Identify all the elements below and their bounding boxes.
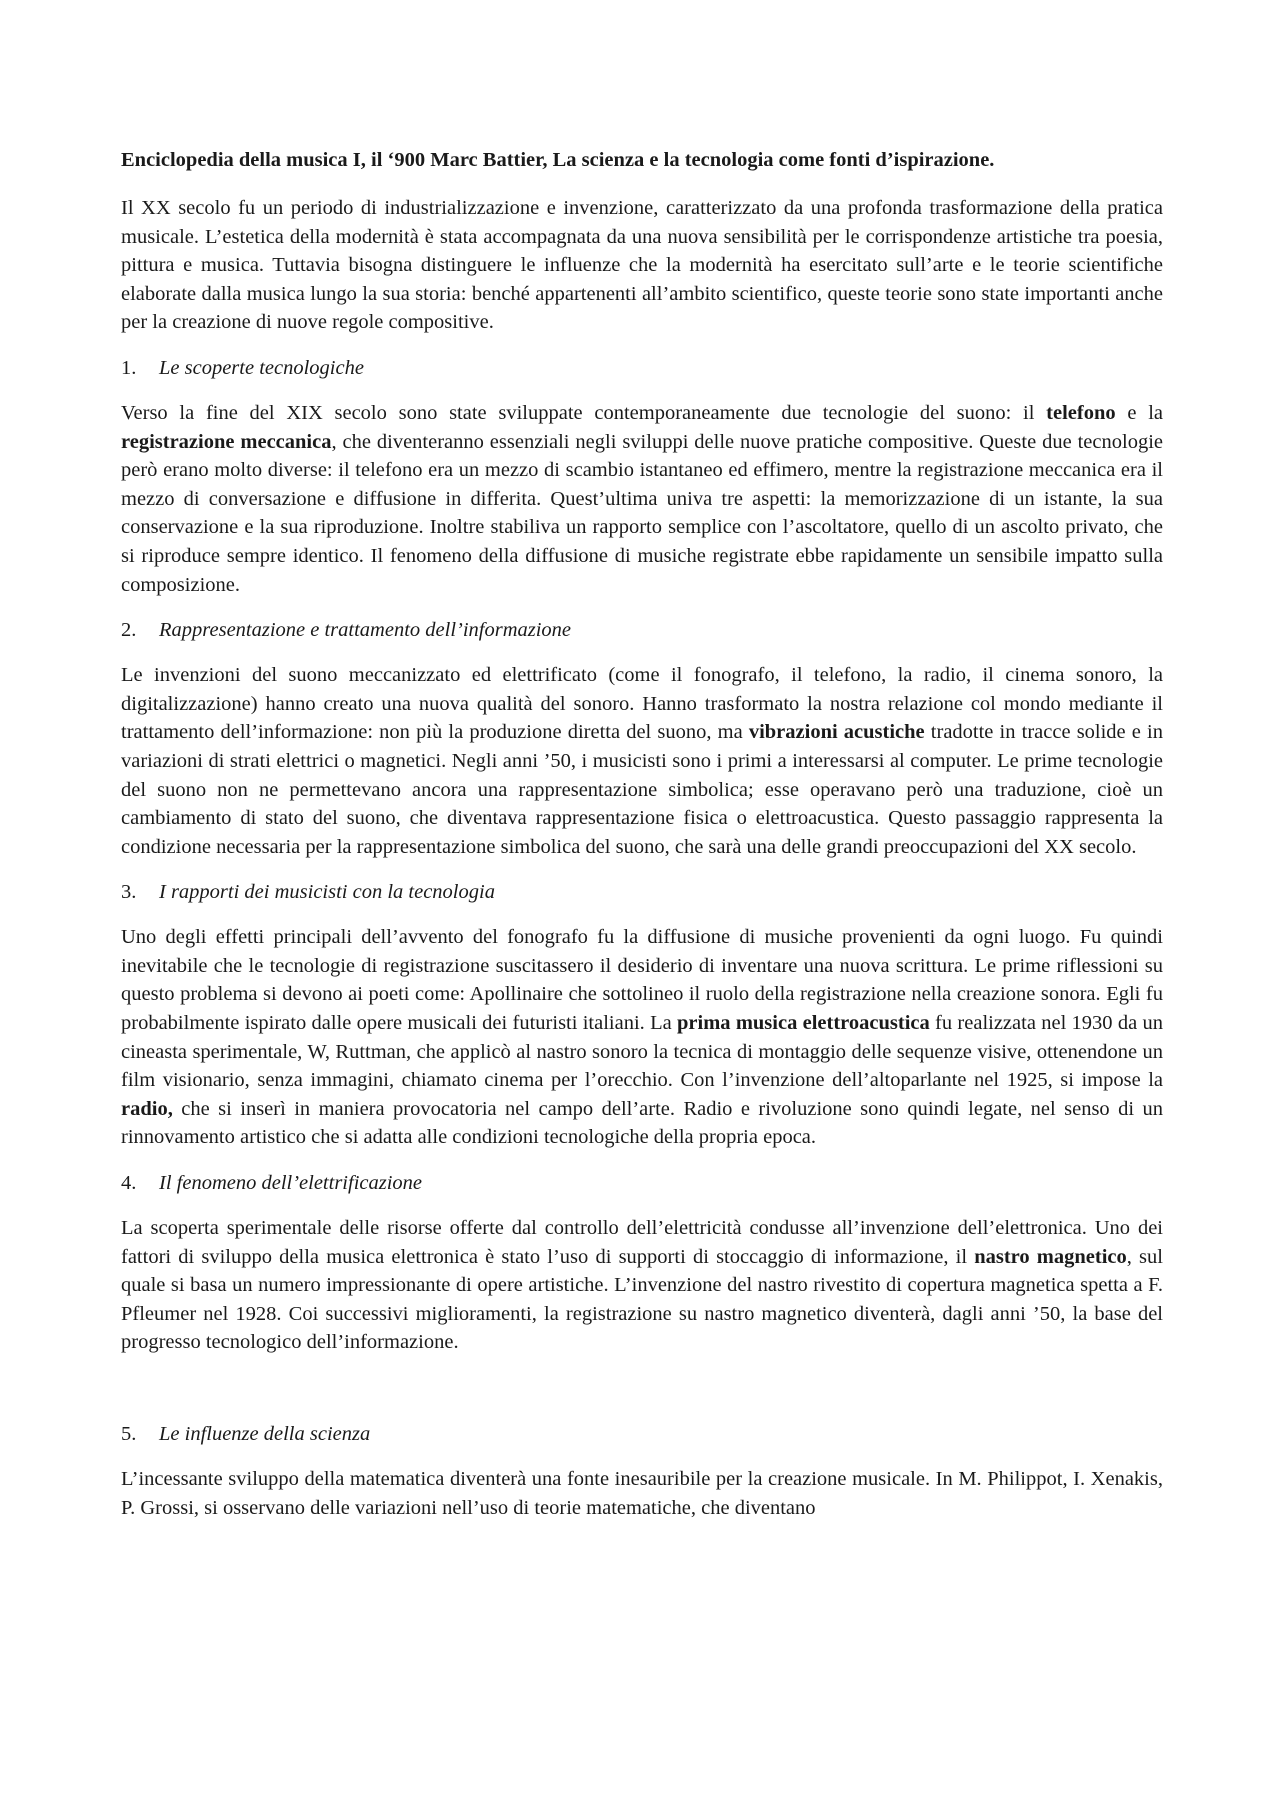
text-run: Uno degli effetti principali dell’avvento del fonografo fu la diffusione di musiche provenienti da ogni luogo. Fu quindi inevitabile che le tecnologie di registrazione suscitassero il desiderio di inventare una nuova scrittura. Le prime riflessioni su questo problema si devono ai poeti come: Apollinaire che sottolineo il ruolo della registrazione nella creazione sonora. Egli fu probabilmente ispirato dalle opere musicali dei futuristi italiani. La	[121, 926, 1163, 1035]
intro-paragraph	[121, 194, 1163, 337]
bold-term-elettroacustica: prima musica elettroacustica	[677, 1012, 930, 1035]
bold-term-nastro: nastro magnetico	[974, 1245, 1127, 1268]
text-run: e la	[1115, 401, 1163, 424]
text-run: Le invenzioni del suono meccanizzato ed elettrificato (come il fonografo, il telefono, la radio, il cinema sonoro, la digitalizzazione) hanno creato una nuova qualità del sonoro. Hanno trasformato la nostra relazione col mondo mediante il trattamento dell’informazione: non più la produzione diretta del suono, ma	[121, 664, 1163, 744]
text-run: Verso la fine del XIX secolo sono state sviluppate contemporaneamente due tecnologie del suono: il	[121, 401, 1047, 424]
section-1-paragraph	[121, 399, 1163, 599]
section-4-title: Il fenomeno dell’elettrificazione	[159, 1172, 423, 1195]
section-3-title: I rapporti dei musicisti con la tecnologia	[159, 881, 495, 904]
section-5-number: 5.	[121, 1423, 137, 1445]
text-run: La scoperta sperimentale delle risorse offerte dal controllo dell’elettricità condusse all’invenzione dell’elettronica. Uno dei fattori di sviluppo della musica elettronica è stato l’uso di supporti di stoccaggio di informazione, il	[121, 1217, 1163, 1268]
section-4-heading	[121, 1169, 1163, 1197]
bold-term-radio: radio,	[121, 1097, 173, 1120]
bold-term-telefono: telefono	[1046, 401, 1116, 424]
text-run: che si inserì in maniera provocatoria nel campo dell’arte. Radio e rivoluzione sono quindi legate, nel senso di un rinnovamento artistico che si adatta alle condizioni tecnologiche della propria epoca.	[121, 1097, 1163, 1149]
section-4-number: 4.	[121, 1172, 137, 1195]
section-2-paragraph	[121, 661, 1163, 861]
section-3-paragraph	[121, 923, 1163, 1152]
intro-text: Il XX secolo fu un periodo di industrializzazione e invenzione, caratterizzato da una profonda trasformazione della pratica musicale. L’estetica della modernità è stata accompagnata da una nuova sensibilità per le corrispondenze artistiche tra poesia, pittura e musica. Tuttavia bisogna distinguere le influenze che la modernità ha esercitato sull’arte e le teorie scientifiche elaborate dalla musica lungo la sua storia: benché appartenenti all’ambito scientifico, queste teorie sono state importanti anche per la creazione di nuove regole compositive.	[121, 197, 1163, 334]
section-2-title: Rappresentazione e trattamento dell’informazione	[159, 619, 572, 642]
section-4-paragraph	[121, 1214, 1163, 1357]
section-5-heading	[121, 1420, 1163, 1448]
section-2-heading	[121, 616, 1163, 644]
section-1-number: 1.	[121, 356, 137, 379]
text-run: fu realizzata nel 1930 da un cineasta sperimentale, W, Ruttman, che applicò al nastro sonoro la tecnica di montaggio delle sequenze visive, ottenendone un film visionario, senza immagini, chiamato cinema per l’orecchio. Con l’invenzione dell’altoparlante nel 1925, si impose la	[121, 1012, 1163, 1092]
section-1-heading	[121, 354, 1163, 382]
text-run: L’incessante sviluppo della matematica diventerà una fonte inesauribile per la creazione musicale. In M. Philippot, I. Xenakis, P. Grossi, si osservano delle variazioni nell’uso di teorie matematiche, che diventano	[121, 1468, 1163, 1519]
section-5-title: Le influenze della scienza	[159, 1423, 371, 1445]
document-page	[121, 146, 1163, 1539]
bold-term-registrazione: registrazione meccanica	[121, 430, 332, 453]
section-2-number: 2.	[121, 619, 137, 642]
bold-term-vibrazioni: vibrazioni acustiche	[748, 721, 925, 744]
text-run: , sul quale si basa un numero impressionante di opere artistiche. L’invenzione del nastro rivestito di copertura magnetica spetta a F. Pfleumer nel 1928. Coi successivi miglioramenti, la registrazione su nastro magnetico diventerà, dagli anni ’50, la base del progresso tecnologico dell’informazione.	[121, 1245, 1163, 1354]
text-run: tradotte in tracce solide e in variazioni di strati elettrici o magnetici. Negli anni ’50, i musicisti sono i primi a interessarsi al computer. Le prime tecnologie del suono non ne permettevano ancora una rappresentazione simbolica; esse operavano però una traduzione, cioè un cambiamento di stato del suono, che diventava rappresentazione fisica o elettroacustica. Questo passaggio rappresenta la condizione necessaria per la rappresentazione simbolica del suono, che sarà una delle grandi preoccupazioni del XX secolo.	[121, 721, 1163, 858]
document-title: Enciclopedia della musica I, il ‘900 Marc Battier, La scienza e la tecnologia come fonti d’ispirazione.	[121, 149, 995, 171]
section-3-number: 3.	[121, 881, 137, 904]
text-run: , che diventeranno essenziali negli sviluppi delle nuove pratiche compositive. Queste due tecnologie però erano molto diverse: il telefono era un mezzo di scambio istantaneo ed effimero, mentre la registrazione meccanica era il mezzo di conversazione e diffusione in differita. Quest’ultima univa tre aspetti: la memorizzazione di un istante, la sua conservazione e la sua riproduzione. Inoltre stabiliva un rapporto semplice con l’ascoltatore, quello di un ascolto privato, che si riproduce sempre identico. Il fenomeno della diffusione di musiche registrate ebbe rapidamente un sensibile impatto sulla composizione.	[121, 430, 1163, 596]
section-spacer	[121, 1374, 1163, 1420]
section-1-title: Le scoperte tecnologiche	[159, 356, 364, 379]
section-3-heading	[121, 878, 1163, 906]
section-5-paragraph	[121, 1465, 1163, 1522]
